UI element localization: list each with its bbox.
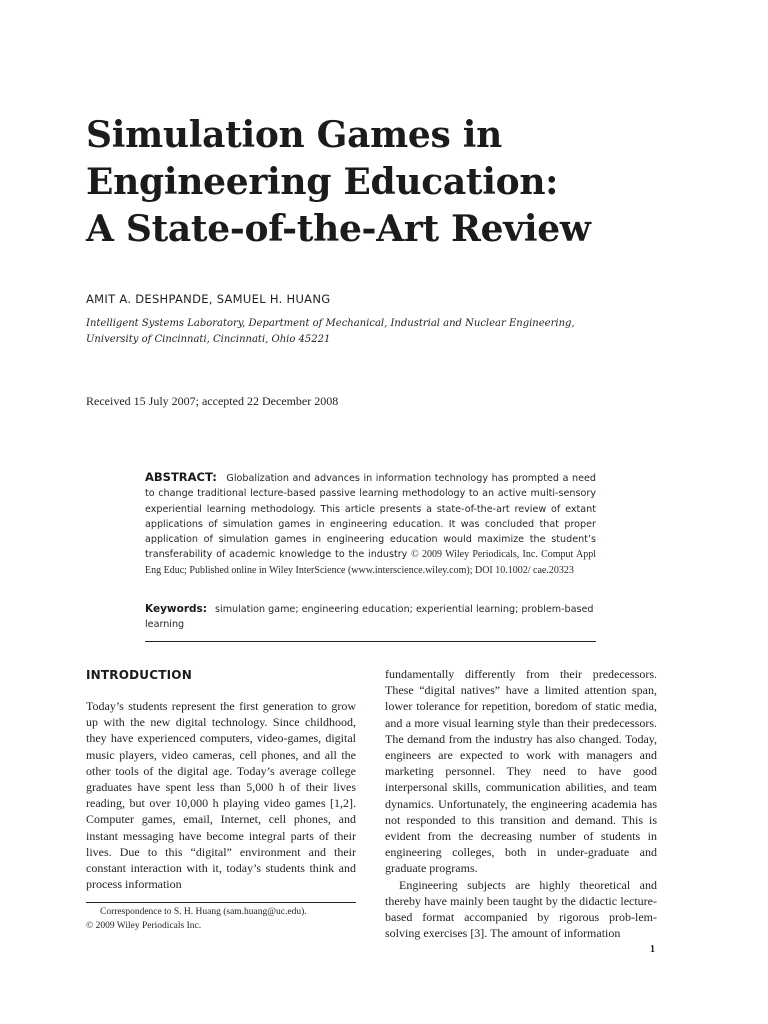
abstract [145,470,596,578]
paragraph: Today’s students represent the first generation to grow up with the new digital technology. Since childhood, they have experienced computers, video-games, digital music players, video cameras, cell phones, and all the other tools of the digital age. Today’s average college graduates have spent less than 5,000 h of their lives reading, but over 10,000 h playing video games [1,2]. Computer games, email, Internet, cell phones, and instant messaging have become integral parts of their lives. Due to this “digital” environment and their constant interaction with it, today’s students think and process information [86,699,356,892]
author-list: AMIT A. DESHPANDE, SAMUEL H. HUANG [86,292,331,306]
abstract-divider [145,641,596,642]
affiliation-line-2: University of Cincinnati, Cincinnati, Ohio 45221 [86,334,331,345]
received-dates: Received 15 July 2007; accepted 22 December 2008 [86,394,339,408]
footnotes [86,906,366,933]
paragraph: fundamentally differently from their predecessors. These “digital natives” have a limited attention span, lower tolerance for repetition, boredom of static media, and a more visual learning style than their predecessors. The demand from the industry has also changed. Today, engineers are expected to work with managers and marketing personnel. They need to have good interpersonal skills, communication abilities, and team dynamics. Unfortunately, the engineering academia has not responded to this transition and demand. This is evident from the decreasing number of students in engineering colleges, both in under-graduate and graduate programs. [385,667,657,876]
keywords [145,602,596,633]
affiliation [86,316,646,348]
title-line-3: A State-of-the-Art Review [86,208,591,250]
footnote-divider [86,902,356,903]
keywords-text: simulation game; engineering education; experiential learning; problem-based learning [145,604,594,631]
page-number: 1 [650,944,655,955]
footnote-correspondence: Correspondence to S. H. Huang (sam.huang@uc.edu). [100,907,307,917]
section-heading-introduction: INTRODUCTION [86,668,192,682]
abstract-text: Globalization and advances in information technology has prompted a need to change traditional lecture-based passive learning methodology to an active multi-sensory experiential learning methodology. This article presents a state-of-the-art review of extant applications of simulation games in engineering education. It was concluded that proper application of simulation games in engineering education would maximize the student’s transferability of academic knowledge to the industry [145,473,596,561]
body-column-right [385,666,657,941]
keywords-label: Keywords: [145,603,207,615]
footnote-copyright: © 2009 Wiley Periodicals Inc. [86,920,202,931]
abstract-copyright: © 2009 Wiley Periodicals, Inc. Comput Appl Eng Educ; Published online in Wiley InterScience (www.interscience.wiley.com); DOI 10.1002/ cae.20323 [145,549,596,576]
title-line-2: Engineering Education: [86,161,559,203]
article-title [86,112,706,253]
affiliation-line-1: Intelligent Systems Laboratory, Department of Mechanical, Industrial and Nuclear Engineering, [86,318,575,329]
abstract-label: ABSTRACT: [145,470,217,484]
paragraph: Engineering subjects are highly theoretical and thereby have mainly been taught by the didactic lecture-based format accompanied by rigorous prob-lem-solving exercises [3]. The amount of information [385,877,657,941]
title-line-1: Simulation Games in [86,114,502,156]
body-column-left [86,698,356,892]
